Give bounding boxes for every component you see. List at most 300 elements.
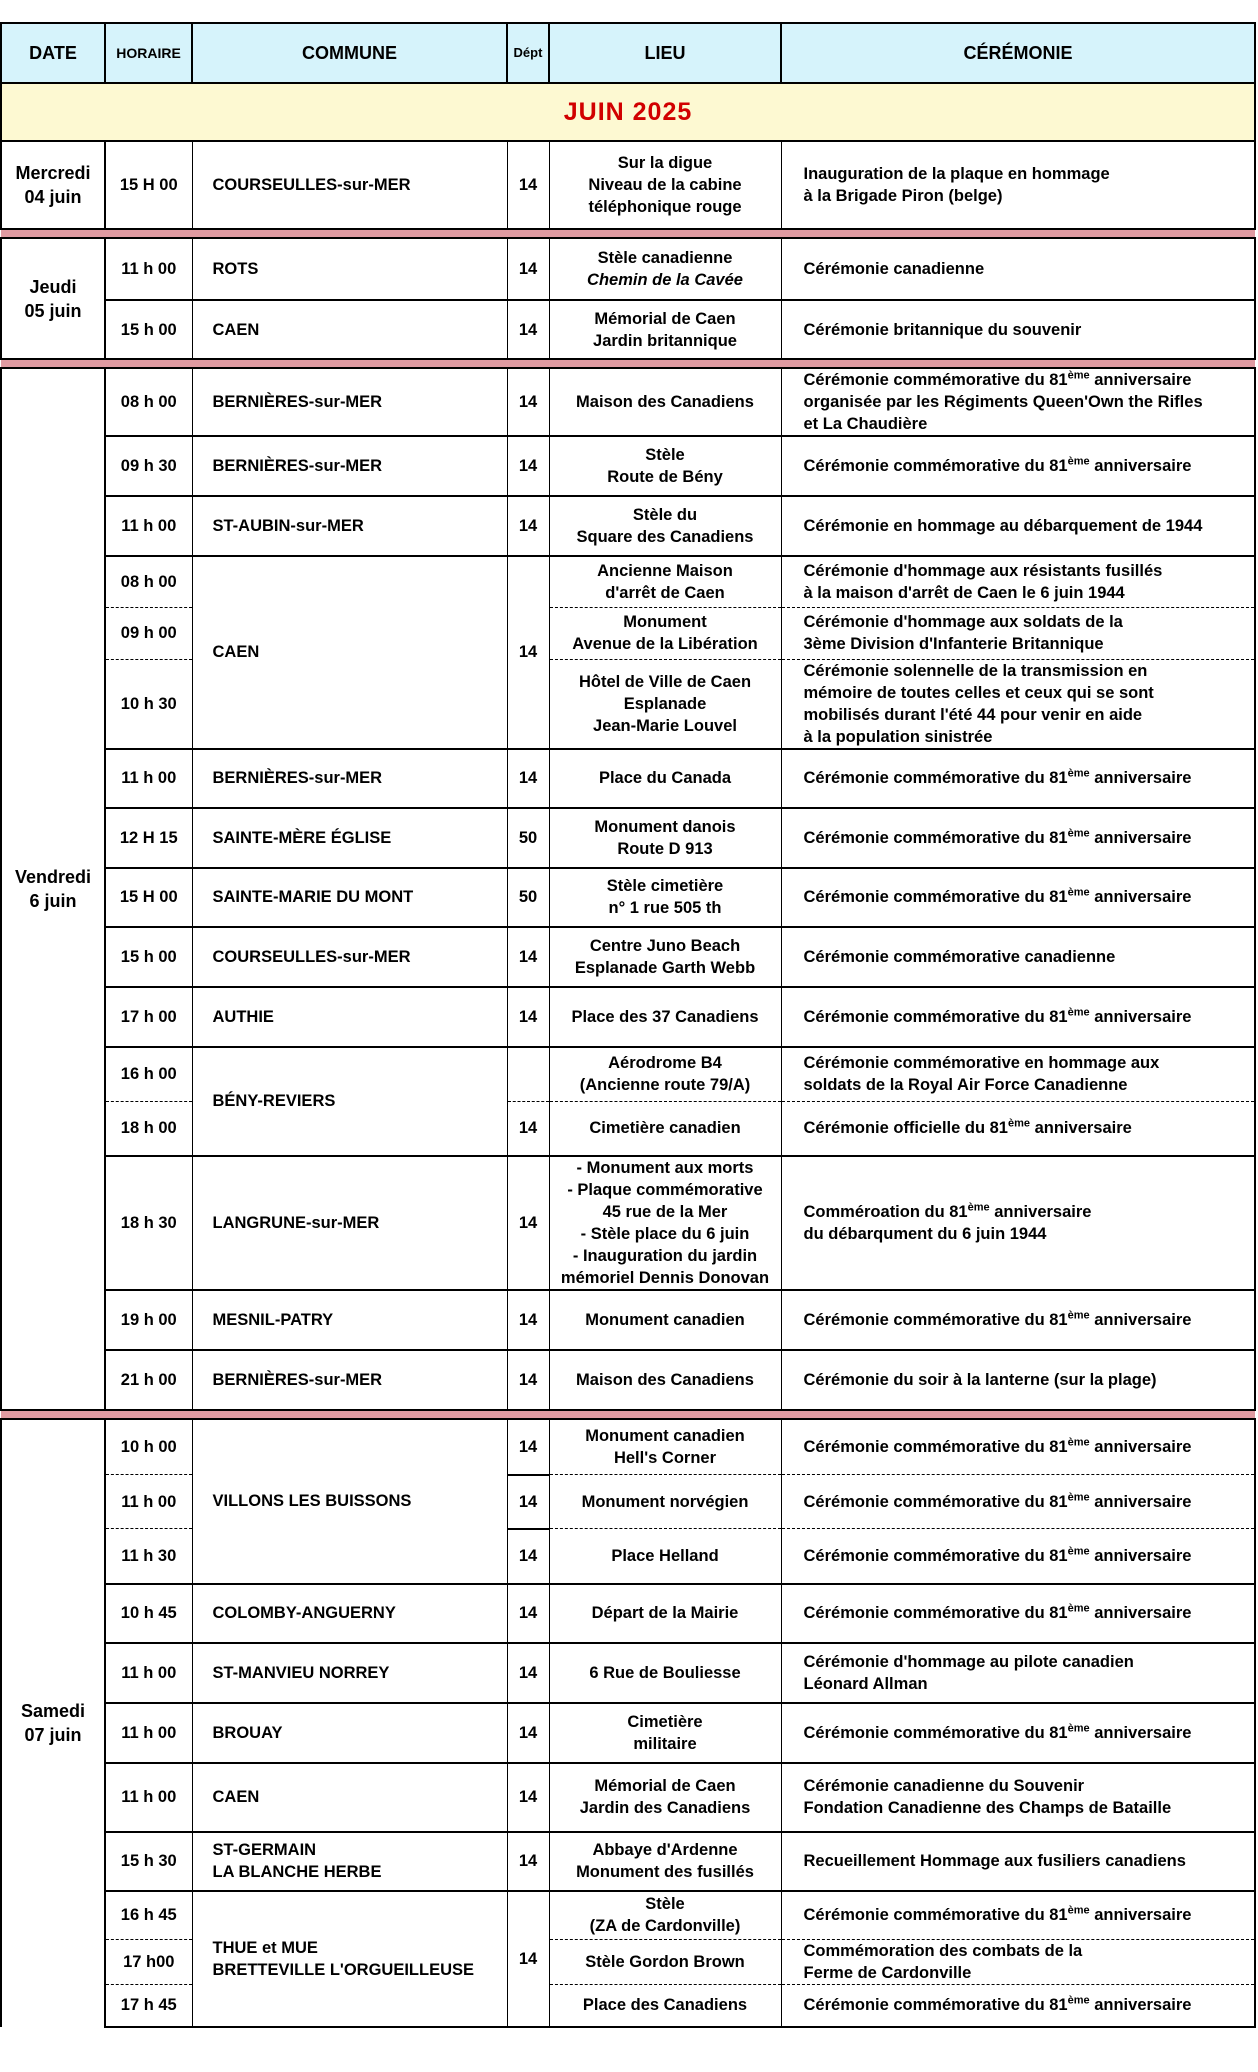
lieu-cell: [549, 556, 781, 607]
ceremonie-line: Cérémonie d'hommage aux soldats de la: [803, 613, 1123, 631]
table-row: [1, 1584, 1255, 1643]
lieu-line: Maison des Canadiens: [576, 1370, 754, 1389]
ceremonie-line: mémoire de toutes celles et ceux qui se sont: [803, 683, 1154, 702]
dept-cell: 14: [507, 238, 549, 300]
ceremonie-line: Cérémonie commémorative du 81ème anniversaire: [803, 1994, 1192, 2015]
commune-line: CAEN: [212, 320, 260, 339]
dept-cell: 14: [507, 1891, 549, 2027]
separator-band: [1, 229, 1255, 238]
ceremonie-cell: [781, 868, 1255, 927]
ceremonie-line: Cérémonie du soir à la lanterne (sur la plage): [803, 1370, 1157, 1389]
ceremonie-line: Cérémonie canadienne du Souvenir: [803, 1777, 1085, 1795]
lieu-line: Avenue de la Libération: [572, 635, 758, 653]
lieu-line: - Plaque commémorative: [567, 1180, 763, 1199]
commune-line: VILLONS LES BUISSONS: [212, 1492, 412, 1510]
lieu-line: Ancienne Maison: [597, 561, 733, 580]
lieu-cell: [549, 141, 781, 229]
time-cell: 11 h 00: [105, 749, 192, 808]
lieu-line: - Stèle place du 6 juin: [580, 1224, 750, 1243]
lieu-cell: [549, 300, 781, 359]
commune-line: BERNIÈRES-sur-MER: [212, 393, 383, 411]
lieu-line: - Inauguration du jardin: [572, 1246, 758, 1265]
commune-cell: [192, 749, 507, 808]
commune-cell: [192, 987, 507, 1047]
lieu-cell: [549, 659, 781, 749]
ceremonie-line: du débarqument du 6 juin 1944: [803, 1224, 1047, 1243]
table-row: [1, 141, 1255, 229]
dept-cell: 14: [507, 436, 549, 496]
superscript: ème: [1067, 1904, 1090, 1917]
date-line: Samedi: [20, 1701, 86, 1721]
lieu-line: Place des 37 Canadiens: [571, 1007, 759, 1026]
time-cell: 15 H 00: [105, 141, 192, 229]
ceremonie-cell: [781, 1891, 1255, 1940]
table-row: [1, 808, 1255, 868]
ceremonie-line: soldats de la Royal Air Force Canadienne: [803, 1076, 1128, 1095]
commune-line: COLOMBY-ANGUERNY: [212, 1604, 396, 1622]
dept-cell: 14: [507, 556, 549, 749]
ceremonie-line: Cérémonie officielle du 81ème anniversaire: [803, 1117, 1132, 1138]
lieu-line: Place des Canadiens: [582, 1996, 748, 2015]
table-row: [1, 1156, 1255, 1290]
ceremonie-line: Cérémonie commémorative du 81ème anniversaire: [803, 1006, 1192, 1026]
ceremonie-cell: [781, 1940, 1255, 1985]
table-row: [1, 987, 1255, 1047]
ceremonie-cell: [781, 1703, 1255, 1763]
dept-cell: 14: [507, 300, 549, 359]
commune-line: BROUAY: [212, 1723, 283, 1742]
table-row: [1, 1763, 1255, 1832]
month-title: JUIN 2025: [1, 83, 1255, 141]
ceremonie-line: Cérémonie commémorative du 81ème anniversaire: [803, 455, 1192, 475]
ceremonie-cell: [781, 556, 1255, 607]
lieu-cell: [549, 1529, 781, 1584]
lieu-line: Route D 913: [617, 839, 713, 858]
lieu-line: Esplanade Garth Webb: [574, 958, 756, 977]
ceremonie-line: Recueillement Hommage aux fusiliers canadiens: [803, 1852, 1186, 1870]
lieu-line: Stèle: [645, 446, 685, 464]
time-cell: 16 h 00: [105, 1047, 192, 1102]
table-row: [1, 1102, 1255, 1156]
superscript: ème: [1067, 1994, 1090, 2007]
time-cell: 19 h 00: [105, 1290, 192, 1350]
date-line: Mercredi: [15, 163, 91, 183]
ceremonie-cell: [781, 300, 1255, 359]
commune-cell: [192, 1703, 507, 1763]
lieu-line: Place Helland: [611, 1546, 719, 1565]
commune-line: AUTHIE: [212, 1007, 274, 1026]
lieu-cell: [549, 1047, 781, 1102]
time-cell: 17 h 00: [105, 987, 192, 1047]
lieu-cell: [549, 1419, 781, 1475]
time-cell: 16 h 45: [105, 1891, 192, 1940]
time-cell: 09 h 30: [105, 436, 192, 496]
table-row: [1, 1350, 1255, 1410]
dept-cell: 14: [507, 368, 549, 436]
lieu-line: Monument des fusillés: [576, 1863, 754, 1881]
dept-cell: 14: [507, 987, 549, 1047]
lieu-line: Cimetière canadien: [589, 1119, 741, 1138]
dept-cell: 14: [507, 1643, 549, 1703]
ceremonie-line: Cérémonie commémorative canadienne: [803, 947, 1116, 966]
commune-cell: [192, 1419, 507, 1584]
ceremonie-line: Cérémonie commémorative du 81ème anniversaire: [803, 1904, 1192, 1925]
ceremonie-cell: [781, 987, 1255, 1047]
superscript: ème: [967, 1201, 990, 1213]
header-commune: COMMUNE: [192, 23, 507, 83]
date-line: 05 juin: [24, 300, 82, 321]
ceremonie-line: Commémoration des combats de la: [803, 1942, 1083, 1960]
lieu-line: Mémorial de Caen: [594, 309, 736, 328]
lieu-cell: [549, 1350, 781, 1410]
lieu-line: Stèle cimetière: [606, 877, 724, 895]
dept-cell: 14: [507, 496, 549, 556]
table-row: [1, 1940, 1255, 1985]
table-row: [1, 436, 1255, 496]
dept-cell: 50: [507, 808, 549, 868]
dept-cell: 14: [507, 1350, 549, 1410]
commune-cell: [192, 1290, 507, 1350]
ceremony-schedule: [0, 22, 1254, 2028]
dept-cell: 14: [507, 141, 549, 229]
time-cell: 21 h 00: [105, 1350, 192, 1410]
lieu-line: Jean-Marie Louvel: [593, 716, 737, 735]
dept-cell: 14: [507, 927, 549, 987]
italic-text: Chemin de la Cavée: [587, 271, 743, 289]
ceremonie-line: à la Brigade Piron (belge): [803, 187, 1003, 205]
time-cell: 18 h 30: [105, 1156, 192, 1290]
commune-line: CAEN: [212, 643, 260, 662]
commune-line: ST-GERMAIN: [212, 1841, 317, 1859]
lieu-line: militaire: [633, 1734, 697, 1753]
ceremonie-line: Ferme de Cardonville: [803, 1964, 972, 1982]
time-cell: 09 h 00: [105, 607, 192, 659]
lieu-line: Place du Canada: [598, 769, 732, 787]
commune-line: SAINTE-MARIE DU MONT: [212, 888, 414, 906]
time-cell: 11 h 00: [105, 1763, 192, 1832]
lieu-line: n° 1 rue 505 th: [608, 899, 722, 917]
commune-cell: [192, 496, 507, 556]
lieu-cell: [549, 1832, 781, 1891]
ceremonie-cell: [781, 1419, 1255, 1475]
lieu-line: d'arrêt de Caen: [605, 583, 725, 602]
table-row: [1, 238, 1255, 300]
commune-cell: [192, 368, 507, 436]
ceremonie-line: Cérémonie commémorative du 81ème anniversaire: [803, 369, 1192, 389]
separator-band: [1, 1410, 1255, 1419]
ceremonie-line: Cérémonie commémorative du 81ème anniversaire: [803, 1545, 1192, 1565]
dept-cell: 14: [507, 1584, 549, 1643]
lieu-line: Monument norvégien: [581, 1492, 749, 1511]
lieu-line: Aérodrome B4: [608, 1054, 722, 1073]
superscript: ème: [1067, 1545, 1090, 1558]
time-cell: 10 h 45: [105, 1584, 192, 1643]
time-cell: 11 h 00: [105, 496, 192, 556]
time-cell: 11 h 00: [105, 1643, 192, 1703]
ceremonie-line: Cérémonie commémorative en hommage aux: [803, 1054, 1160, 1073]
commune-line: LANGRUNE-sur-MER: [212, 1213, 380, 1232]
superscript: ème: [1067, 369, 1090, 382]
lieu-line: Sur la digue: [617, 154, 713, 172]
lieu-line: Monument: [623, 613, 707, 631]
date-cell: [1, 368, 105, 1410]
ceremonie-line: mobilisés durant l'été 44 pour venir en aide: [803, 705, 1143, 724]
lieu-line: Monument danois: [594, 817, 736, 836]
time-cell: 17 h00: [105, 1940, 192, 1985]
ceremonie-cell: [781, 1763, 1255, 1832]
commune-line: CAEN: [212, 1788, 260, 1806]
commune-cell: [192, 1047, 507, 1156]
ceremonie-cell: [781, 1529, 1255, 1584]
commune-line: MESNIL-PATRY: [212, 1310, 334, 1329]
time-cell: 15 h 30: [105, 1832, 192, 1891]
lieu-line: 45 rue de la Mer: [602, 1202, 728, 1221]
commune-cell: [192, 556, 507, 749]
ceremonie-cell: [781, 749, 1255, 808]
lieu-cell: [549, 1940, 781, 1985]
lieu-line: Square des Canadiens: [576, 528, 754, 546]
lieu-cell: [549, 987, 781, 1047]
commune-line: ST-MANVIEU NORREY: [212, 1663, 390, 1682]
lieu-cell: [549, 1584, 781, 1643]
lieu-line: Hôtel de Ville de Caen: [578, 672, 752, 691]
time-cell: 10 h 30: [105, 659, 192, 749]
table-row: [1, 1419, 1255, 1475]
ceremonie-line: Cérémonie commémorative du 81ème anniversaire: [803, 1491, 1192, 1511]
ceremonie-cell: [781, 927, 1255, 987]
ceremonie-cell: [781, 436, 1255, 496]
date-line: 04 juin: [24, 187, 82, 207]
ceremonie-line: Cérémonie canadienne: [803, 260, 985, 278]
commune-line: BRETTEVILLE L'ORGUEILLEUSE: [212, 1960, 475, 1979]
ceremonie-cell: [781, 1290, 1255, 1350]
ceremonie-cell: [781, 1643, 1255, 1703]
superscript: ème: [1067, 1006, 1090, 1018]
dept-cell: 14: [507, 1703, 549, 1763]
time-cell: 08 h 00: [105, 368, 192, 436]
lieu-line: Départ de la Mairie: [591, 1604, 739, 1622]
lieu-cell: [549, 1643, 781, 1703]
superscript: ème: [1067, 1309, 1090, 1321]
lieu-cell: [549, 927, 781, 987]
month-row: [1, 83, 1255, 141]
ceremonie-line: Cérémonie commémorative du 81ème anniversaire: [803, 1309, 1192, 1329]
ceremonie-line: organisée par les Régiments Queen'Own the Rifles: [803, 393, 1203, 411]
table-row: [1, 659, 1255, 749]
commune-line: BERNIÈRES-sur-MER: [212, 769, 383, 787]
lieu-line: Route de Bény: [607, 468, 723, 486]
table-row: [1, 868, 1255, 927]
ceremonie-line: 3ème Division d'Infanterie Britannique: [803, 635, 1104, 653]
ceremonie-line: Cérémonie commémorative du 81ème anniversaire: [803, 1602, 1192, 1622]
commune-cell: [192, 808, 507, 868]
time-cell: 15 h 00: [105, 927, 192, 987]
ceremonie-line: Léonard Allman: [803, 1674, 928, 1693]
lieu-line: (Ancienne route 79/A): [579, 1076, 751, 1095]
commune-cell: [192, 1584, 507, 1643]
ceremonie-cell: [781, 1832, 1255, 1891]
superscript: ème: [1067, 1436, 1090, 1449]
ceremonie-cell: [781, 1156, 1255, 1290]
commune-line: ST-AUBIN-sur-MER: [212, 517, 364, 535]
lieu-cell: [549, 1290, 781, 1350]
date-cell: [1, 1419, 105, 2027]
lieu-line: Abbaye d'Ardenne: [592, 1841, 738, 1859]
ceremonie-cell: [781, 1350, 1255, 1410]
lieu-line: [587, 271, 743, 289]
schedule-table: [0, 22, 1256, 2028]
lieu-cell: [549, 368, 781, 436]
header-date: DATE: [1, 23, 105, 83]
commune-cell: [192, 1891, 507, 2027]
ceremonie-line: Inauguration de la plaque en hommage: [803, 165, 1110, 183]
commune-line: BERNIÈRES-sur-MER: [212, 1370, 383, 1389]
lieu-line: téléphonique rouge: [588, 198, 742, 216]
dept-cell: 14: [507, 749, 549, 808]
commune-cell: [192, 927, 507, 987]
dept-cell: 14: [507, 1419, 549, 1475]
dept-cell: 14: [507, 1832, 549, 1891]
time-cell: 10 h 00: [105, 1419, 192, 1475]
header-dept: Dépt: [507, 23, 549, 83]
ceremonie-cell: [781, 1102, 1255, 1156]
lieu-line: Stèle canadienne: [597, 249, 733, 267]
table-row: [1, 556, 1255, 607]
commune-cell: [192, 1832, 507, 1891]
ceremonie-line: et La Chaudière: [803, 415, 928, 433]
dept-cell: [507, 1047, 549, 1102]
lieu-line: (ZA de Cardonville): [589, 1917, 741, 1936]
superscript: ème: [1067, 1722, 1090, 1734]
time-cell: 11 h 30: [105, 1529, 192, 1584]
table-row: [1, 368, 1255, 436]
dept-cell: 14: [507, 1156, 549, 1290]
commune-cell: [192, 1763, 507, 1832]
commune-line: THUE et MUE: [212, 1938, 318, 1957]
commune-cell: [192, 436, 507, 496]
time-cell: 15 h 00: [105, 300, 192, 359]
commune-cell: [192, 1156, 507, 1290]
date-cell: [1, 238, 105, 359]
ceremonie-line: Fondation Canadienne des Champs de Bataille: [803, 1799, 1172, 1817]
ceremonie-line: Cérémonie d'hommage aux résistants fusillés: [803, 561, 1163, 580]
time-cell: 17 h 45: [105, 1985, 192, 2027]
date-line: Jeudi: [29, 276, 77, 297]
superscript: ème: [1067, 1491, 1090, 1503]
superscript: ème: [1007, 1117, 1031, 1130]
lieu-line: Monument canadien: [585, 1310, 745, 1329]
ceremonie-cell: [781, 238, 1255, 300]
time-cell: 11 h 00: [105, 238, 192, 300]
ceremonie-line: Cérémonie britannique du souvenir: [803, 320, 1082, 339]
superscript: ème: [1067, 886, 1090, 899]
table-row: [1, 1832, 1255, 1891]
ceremonie-line: à la population sinistrée: [803, 727, 993, 746]
lieu-cell: [549, 749, 781, 808]
ceremonie-cell: [781, 659, 1255, 749]
superscript: ème: [1067, 827, 1090, 839]
ceremonie-line: Cérémonie commémorative du 81ème anniversaire: [803, 1722, 1192, 1742]
date-line: 07 juin: [24, 1725, 82, 1745]
lieu-line: Mémorial de Caen: [594, 1777, 736, 1795]
time-cell: 11 h 00: [105, 1703, 192, 1763]
table-row: [1, 927, 1255, 987]
table-row: [1, 607, 1255, 659]
ceremonie-line: Comméroation du 81ème anniversaire: [803, 1201, 1092, 1221]
time-cell: 08 h 00: [105, 556, 192, 607]
lieu-cell: [549, 1475, 781, 1529]
ceremonie-cell: [781, 1475, 1255, 1529]
lieu-cell: [549, 1156, 781, 1290]
date-line: Vendredi: [14, 866, 92, 887]
time-cell: 18 h 00: [105, 1102, 192, 1156]
header-lieu: LIEU: [549, 23, 781, 83]
dept-cell: 14: [507, 1763, 549, 1832]
table-row: [1, 1529, 1255, 1584]
lieu-line: Monument canadien: [585, 1426, 745, 1445]
ceremonie-cell: [781, 496, 1255, 556]
lieu-cell: [549, 1763, 781, 1832]
dept-cell: 14: [507, 1102, 549, 1156]
ceremonie-cell: [781, 141, 1255, 229]
time-cell: 12 H 15: [105, 808, 192, 868]
commune-cell: [192, 141, 507, 229]
commune-line: COURSEULLES-sur-MER: [212, 947, 411, 966]
lieu-line: Cimetière: [627, 1712, 703, 1731]
lieu-cell: [549, 1703, 781, 1763]
lieu-cell: [549, 1891, 781, 1940]
day-separator: [1, 229, 1255, 238]
lieu-cell: [549, 496, 781, 556]
ceremonie-line: Cérémonie commémorative du 81ème anniversaire: [803, 886, 1192, 906]
lieu-cell: [549, 868, 781, 927]
lieu-line: Centre Juno Beach: [589, 936, 741, 955]
table-row: [1, 1643, 1255, 1703]
lieu-line: - Monument aux morts: [576, 1158, 754, 1177]
lieu-line: Hell's Corner: [613, 1448, 717, 1467]
superscript: ème: [1067, 1602, 1090, 1615]
commune-line: LA BLANCHE HERBE: [212, 1863, 382, 1881]
header-row: [1, 23, 1255, 83]
commune-cell: [192, 238, 507, 300]
lieu-line: Stèle du: [632, 506, 698, 524]
commune-line: BÉNY-REVIERS: [212, 1092, 336, 1110]
lieu-cell: [549, 808, 781, 868]
dept-cell: 14: [507, 1290, 549, 1350]
lieu-line: Maison des Canadiens: [576, 393, 754, 411]
time-cell: 15 H 00: [105, 868, 192, 927]
dept-cell: 14: [507, 1475, 549, 1529]
lieu-line: 6 Rue de Bouliesse: [589, 1663, 741, 1682]
lieu-line: Niveau de la cabine: [588, 176, 742, 194]
commune-cell: [192, 300, 507, 359]
ceremonie-cell: [781, 1584, 1255, 1643]
table-row: [1, 1047, 1255, 1102]
ceremonie-line: Cérémonie commémorative du 81ème anniversaire: [803, 767, 1192, 787]
ceremonie-line: à la maison d'arrêt de Caen le 6 juin 1944: [803, 583, 1125, 602]
commune-line: ROTS: [212, 260, 259, 278]
lieu-line: Jardin des Canadiens: [579, 1799, 751, 1817]
commune-line: SAINTE-MÈRE ÉGLISE: [212, 828, 392, 847]
commune-line: COURSEULLES-sur-MER: [212, 176, 411, 194]
lieu-cell: [549, 607, 781, 659]
time-cell: 11 h 00: [105, 1475, 192, 1529]
date-cell: [1, 141, 105, 229]
lieu-line: Stèle Gordon Brown: [585, 1953, 745, 1971]
table-row: [1, 1703, 1255, 1763]
ceremonie-cell: [781, 607, 1255, 659]
dept-cell: 14: [507, 1529, 549, 1584]
